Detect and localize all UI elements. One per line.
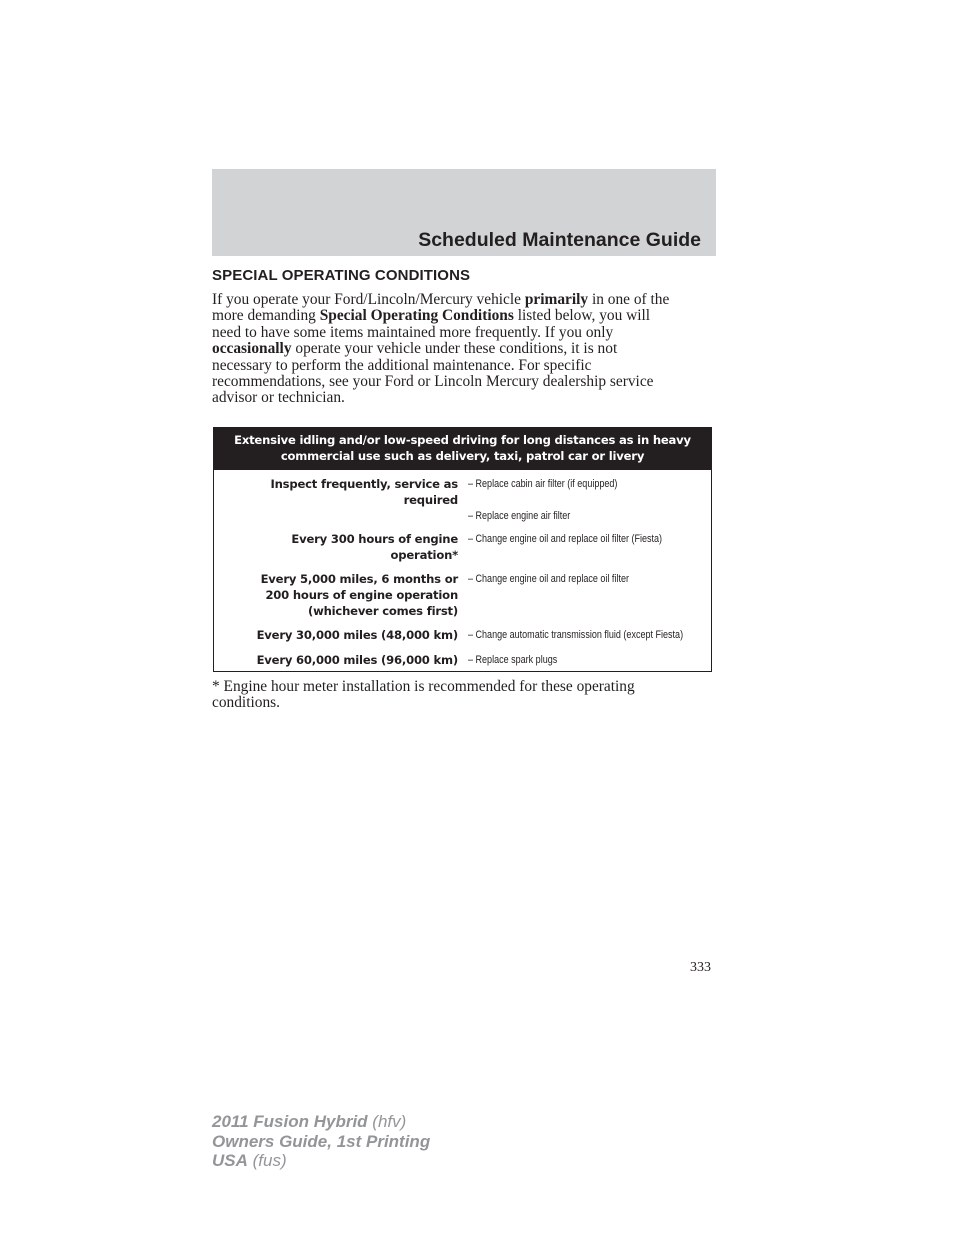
interval-cell <box>223 476 458 508</box>
footer-market-code: (fus) <box>247 1151 287 1170</box>
intro-text: in one of the <box>588 291 670 308</box>
intro-line <box>212 308 722 324</box>
page-header-title: Scheduled Maintenance Guide <box>418 229 701 251</box>
intro-text: listed below, you will <box>513 307 651 325</box>
footer-model: 2011 Fusion Hybrid <box>212 1112 368 1131</box>
action-text: – Change engine oil and replace oil filter (Fiesta) <box>468 533 663 545</box>
intro-text: If you operate your Ford/Lincoln/Mercury vehicle <box>212 291 525 308</box>
intro-text: recommendations, see your Ford or Lincoln Mercury dealership service <box>212 373 654 391</box>
interval-cell <box>223 652 458 668</box>
intro-text: necessary to perform the additional maintenance. For specific <box>212 356 592 374</box>
action-cell <box>468 571 665 587</box>
action-cell <box>468 531 665 547</box>
intro-paragraph <box>212 292 722 407</box>
intro-text: advisor or technician. <box>212 389 345 407</box>
action-text: – Change automatic transmission fluid (except Fiesta) <box>468 629 684 641</box>
intro-line <box>212 325 722 341</box>
interval-text: Every 5,000 miles, 6 months or <box>260 572 458 586</box>
interval-text: Every 60,000 miles (96,000 km) <box>256 653 458 667</box>
action-cell <box>468 627 684 643</box>
header-band <box>212 169 716 256</box>
footer-block <box>212 1112 430 1171</box>
intro-emphasis: primarily <box>524 291 589 308</box>
intro-text: need to have some items maintained more frequently. If you only <box>212 323 614 341</box>
intro-line <box>212 374 722 390</box>
intro-line <box>212 358 722 374</box>
interval-cell <box>223 571 458 619</box>
footnote-line: * Engine hour meter installation is recommended for these operating <box>212 678 635 695</box>
footnote <box>212 679 722 712</box>
maintenance-table <box>213 427 712 672</box>
table-header-line: commercial use such as delivery, taxi, patrol car or livery <box>280 449 645 463</box>
footer-line <box>212 1112 430 1132</box>
action-text: – Change engine oil and replace oil filter <box>468 573 629 585</box>
footer-line <box>212 1151 430 1171</box>
action-text: – Replace engine air filter <box>468 510 571 522</box>
action-text: – Replace cabin air filter (if equipped) <box>468 478 618 490</box>
interval-text: required <box>403 493 458 507</box>
action-cell <box>468 476 665 524</box>
interval-cell <box>223 627 458 643</box>
interval-text: operation* <box>390 548 458 562</box>
footer-line <box>212 1132 430 1152</box>
footer-guide: Owners Guide, 1st Printing <box>212 1131 431 1151</box>
table-header-line: Extensive idling and/or low-speed driving for long distances as in heavy <box>234 433 691 447</box>
interval-text: (whichever comes first) <box>308 604 458 618</box>
action-text <box>468 492 665 508</box>
table-header <box>214 428 711 470</box>
page-number: 333 <box>690 960 711 975</box>
footer-market: USA <box>212 1151 248 1170</box>
intro-emphasis: occasionally <box>212 340 292 358</box>
intro-line <box>212 390 722 406</box>
footer-model-code: (hfv) <box>367 1112 407 1131</box>
intro-line <box>212 292 722 308</box>
interval-text: 200 hours of engine operation <box>265 588 458 602</box>
interval-text: Every 300 hours of engine <box>291 532 458 546</box>
interval-cell <box>223 531 458 563</box>
footnote-line: conditions. <box>212 694 280 712</box>
action-text: – Replace spark plugs <box>468 654 558 666</box>
intro-emphasis: Special Operating Conditions <box>319 307 514 325</box>
intro-line <box>212 341 722 357</box>
interval-text: Inspect frequently, service as <box>270 477 458 491</box>
action-cell <box>468 652 665 668</box>
intro-text: operate your vehicle under these conditions, it is not <box>291 340 618 358</box>
intro-text: more demanding <box>212 307 320 325</box>
interval-text: Every 30,000 miles (48,000 km) <box>256 628 458 642</box>
section-heading: SPECIAL OPERATING CONDITIONS <box>212 267 471 284</box>
